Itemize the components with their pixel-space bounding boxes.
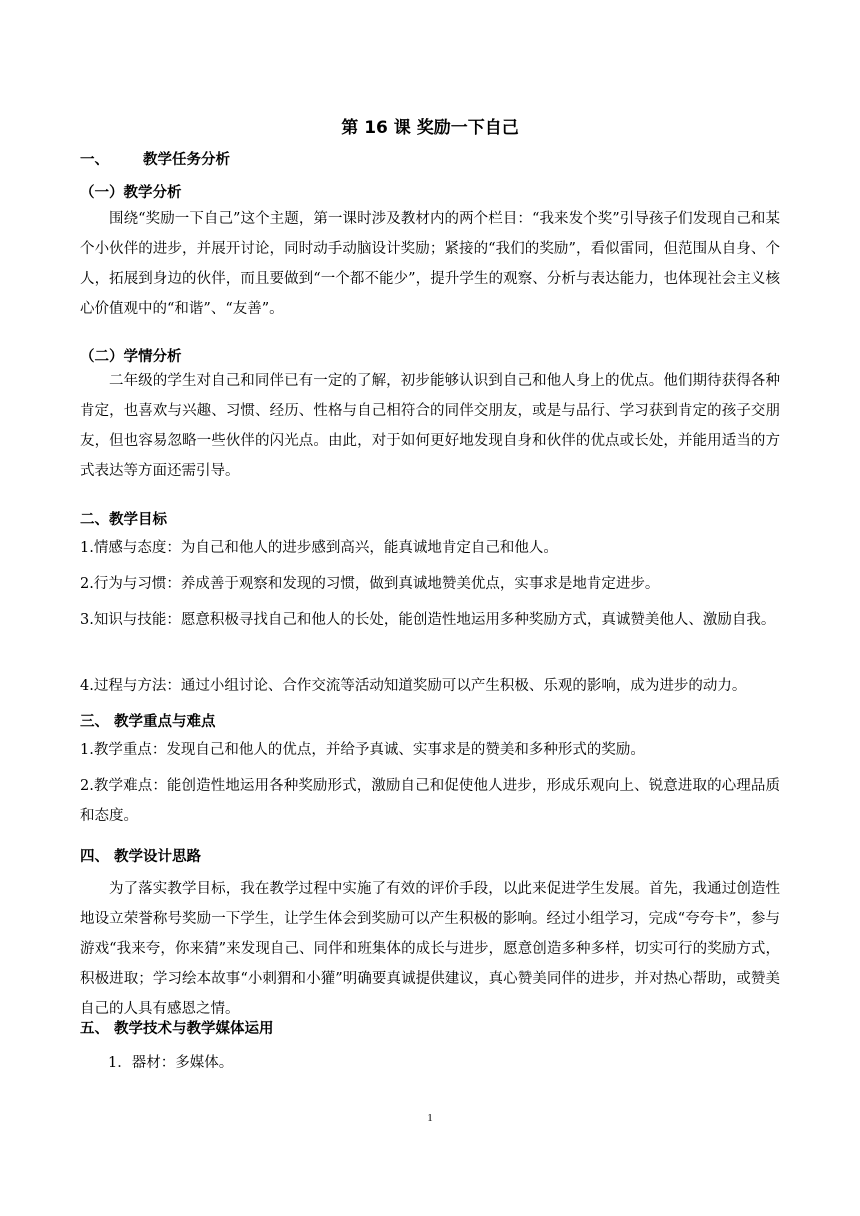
section-heading-4: 四、 教学设计思路: [80, 849, 202, 865]
section-heading-5: 五、 教学技术与教学媒体运用: [80, 1021, 274, 1037]
paragraph-design-ideas: 为了落实教学目标，我在教学过程中实施了有效的评价手段，以此来促进学生发展。首先，我通过创造性地设立荣誉称号奖励一下学生，让学生体会到奖励可以产生积极的影响。经过小组学习，完成“夸夸卡”，参与游戏“我来夸，你来猜”来发现自己、同伴和班集体的成长与进步，愿意创造多种多样，切实可行的奖励方式，积极进取；学习绘本故事“小刺猬和小獾”明确要真诚提供建议，真心赞美同伴的进步，并对热心帮助，或赞美自己的人具有感恩之情。: [80, 881, 780, 1017]
key-point-item: 1.教学重点：发现自己和他人的优点，并给予真诚、实事求是的赞美和多种形式的奖励。: [80, 742, 645, 758]
objective-item: 2.行为与习惯：养成善于观察和发现的习惯，做到真诚地赞美优点，实事求是地肯定进步。: [80, 576, 660, 592]
section-label: 教学任务分析: [143, 152, 230, 168]
subsection-heading-student-analysis: （二）学情分析: [80, 349, 182, 365]
subsection-heading-teaching-analysis: （一）教学分析: [80, 185, 182, 201]
section-heading-3: 三、 教学重点与难点: [80, 714, 216, 730]
page-number: 1: [427, 1112, 433, 1124]
paragraph-student-analysis: 二年级的学生对自己和同伴已有一定的了解，初步能够认识到自己和他人身上的优点。他们期待获得各种肯定，也喜欢与兴趣、习惯、经历、性格与自己相符合的同伴交朋友，或是与品行、学习获到肯定的孩子交朋友，但也容易忽略一些伙伴的闪光点。由此，对于如何更好地发现自身和伙伴的优点或长处，并能用适当的方式表达等方面还需引导。: [80, 373, 780, 479]
key-point-item: 2.教学难点：能创造性地运用各种奖励形式，激励自己和促使他人进步，形成乐观向上、锐意进取的心理品质和态度。: [80, 778, 780, 824]
page-title: 第 16 课 奖励一下自己: [341, 118, 519, 138]
paragraph-teaching-analysis: 围绕“奖励一下自己”这个主题，第一课时涉及教材内的两个栏目：“我来发个奖”引导孩子们发现自己和某个小伙伴的进步，并展开讨论，同时动手动脑设计奖励；紧接的“我们的奖励”，看似雷同，但范围从自身、个人，拓展到身边的伙伴，而且要做到“一个都不能少”，提升学生的观察、分析与表达能力，也体现社会主义核心价值观中的“和谐”、“友善”。: [80, 211, 780, 317]
objective-item: 3.知识与技能：愿意积极寻找自己和他人的长处，能创造性地运用多种奖励方式，真诚赞美他人、激励自我。: [80, 612, 776, 628]
section-heading-1: [80, 148, 230, 169]
media-item: 1．器材：多媒体。: [108, 1055, 234, 1071]
section-number: 一、: [80, 152, 109, 168]
objective-item: 1.情感与态度：为自己和他人的进步感到高兴，能真诚地肯定自己和他人。: [80, 540, 558, 556]
objective-item: 4.过程与方法：通过小组讨论、合作交流等活动知道奖励可以产生积极、乐观的影响，成为进步的动力。: [80, 678, 747, 694]
section-heading-2: 二、教学目标: [80, 512, 167, 528]
